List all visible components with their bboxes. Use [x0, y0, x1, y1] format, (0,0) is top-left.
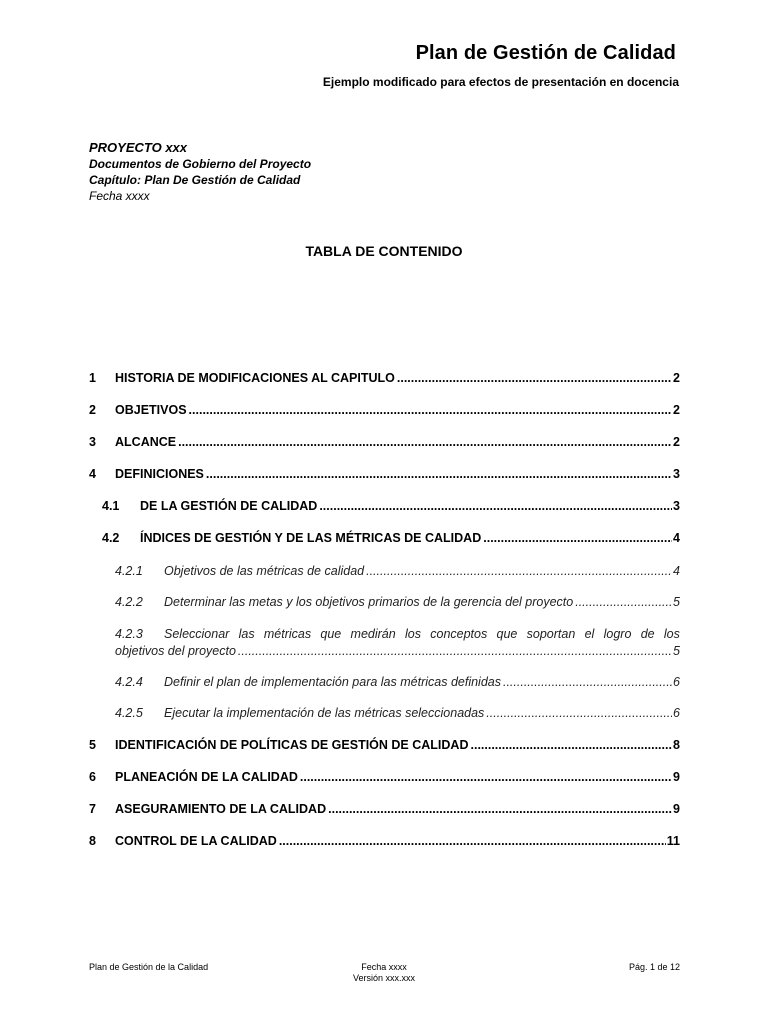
toc-entry-page: 2 [673, 403, 680, 417]
toc-entry-number: 4.2.2 [115, 595, 143, 609]
toc-entry-number: 4.2.1 [115, 564, 143, 578]
toc-dot-leader [503, 675, 672, 689]
toc-entry-number: 1 [89, 371, 96, 385]
document-subtitle: Ejemplo modificado para efectos de presentación en docencia [322, 75, 679, 89]
toc-entry-page: 2 [673, 371, 680, 385]
toc-entry-word: el [584, 627, 595, 641]
toc-entry-word: las [238, 627, 255, 641]
toc-entry-page: 3 [673, 499, 680, 513]
toc-entry-number: 4.1 [102, 499, 120, 513]
toc-entry-label: Objetivos de las métricas de calidad [164, 564, 365, 578]
toc-entry-page: 5 [673, 644, 680, 658]
toc-entry-number: 3 [89, 435, 96, 449]
toc-entry-word: los [663, 627, 680, 641]
toc-entry-page: 6 [673, 675, 680, 689]
toc-entry-page: 3 [673, 467, 680, 481]
toc-entry-label: OBJETIVOS [115, 403, 187, 417]
toc-entry-word: soportan [526, 627, 576, 641]
toc-entry-number: 4.2 [102, 531, 120, 545]
project-name: PROYECTO xxx [89, 140, 188, 155]
toc-dot-leader [238, 643, 672, 660]
toc-entry-4-2-1[interactable] [115, 564, 680, 578]
toc-entry-word: Seleccionar [164, 627, 230, 641]
footer-document-name: Plan de Gestión de la Calidad [89, 962, 209, 972]
toc-dot-leader [189, 403, 673, 417]
toc-entry-label: ÍNDICES DE GESTIÓN Y DE LAS MÉTRICAS DE CALIDAD [140, 531, 482, 545]
toc-entry-label: IDENTIFICACIÓN DE POLÍTICAS DE GESTIÓN DE CALIDAD [115, 738, 469, 752]
toc-entry-page: 4 [673, 531, 680, 545]
toc-entry-line-1 [115, 626, 680, 643]
toc-entry-number: 4.2.3 [115, 627, 143, 641]
toc-entry-label: ASEGURAMIENTO DE LA CALIDAD [115, 802, 327, 816]
toc-entry-4-1[interactable] [102, 499, 680, 513]
toc-entry-page: 9 [673, 802, 680, 816]
toc-entry-word: que [320, 627, 342, 641]
toc-entry-label: CONTROL DE LA CALIDAD [115, 834, 277, 848]
toc-entry-label: DEFINICIONES [115, 467, 204, 481]
toc-entry-page: 4 [673, 564, 680, 578]
toc-entry-label: DE LA GESTIÓN DE CALIDAD [140, 499, 318, 513]
toc-dot-leader [366, 564, 672, 578]
toc-dot-leader [178, 435, 672, 449]
toc-entry-word: los [404, 627, 421, 641]
footer-page-number: Pág. 1 de 12 [628, 962, 680, 972]
toc-entry-label: HISTORIA DE MODIFICACIONES AL CAPITULO [115, 371, 395, 385]
toc-dot-leader [279, 834, 666, 848]
toc-entry-word: métricas [263, 627, 312, 641]
toc-entry-word: de [640, 627, 655, 641]
toc-dot-leader [397, 371, 672, 385]
toc-entry-number: 6 [89, 770, 96, 784]
toc-entry-4-2-3[interactable] [115, 626, 680, 660]
toc-entry-number: 2 [89, 403, 96, 417]
toc-entry-line-2 [115, 643, 680, 660]
toc-entry-5[interactable] [89, 738, 680, 752]
toc-entry-4-2-5[interactable] [115, 706, 680, 720]
toc-entry-word: medirán [350, 627, 396, 641]
toc-entry-6[interactable] [89, 770, 680, 784]
toc-entry-4[interactable] [89, 467, 680, 481]
toc-entry-3[interactable] [89, 435, 680, 449]
toc-dot-leader [328, 802, 672, 816]
toc-entry-4-2-2[interactable] [115, 595, 680, 609]
toc-entry-number: 7 [89, 802, 96, 816]
toc-entry-7[interactable] [89, 802, 680, 816]
document-title: Plan de Gestión de Calidad [415, 42, 676, 64]
project-chapter: Capítulo: Plan De Gestión de Calidad [89, 173, 301, 187]
toc-entry-label: ALCANCE [115, 435, 177, 449]
toc-entry-label: Determinar las metas y los objetivos primarios de la gerencia del proyecto [164, 595, 574, 609]
toc-entry-word: conceptos [430, 627, 488, 641]
toc-dot-leader [206, 467, 672, 481]
toc-entry-label: Definir el plan de implementación para las métricas definidas [164, 675, 501, 689]
toc-entry-number: 8 [89, 834, 96, 848]
toc-entry-label: Ejecutar la implementación de las métricas seleccionadas [164, 706, 485, 720]
toc-entry-page: 5 [673, 595, 680, 609]
toc-entry-page: 2 [673, 435, 680, 449]
footer-date: Fecha xxxx [361, 962, 407, 972]
toc-entry-number: 4 [89, 467, 96, 481]
toc-dot-leader [575, 595, 672, 609]
toc-entry-word: que [496, 627, 518, 641]
toc-entry-4-2[interactable] [102, 531, 680, 545]
toc-dot-leader [319, 499, 672, 513]
toc-entry-label [164, 626, 680, 643]
toc-entry-page: 6 [673, 706, 680, 720]
toc-title: TABLA DE CONTENIDO [305, 243, 463, 259]
project-date: Fecha xxxx [89, 189, 150, 203]
toc-entry-1[interactable] [89, 371, 680, 385]
toc-entry-label: PLANEACIÓN DE LA CALIDAD [115, 770, 298, 784]
toc-dot-leader [471, 738, 673, 752]
toc-dot-leader [300, 770, 672, 784]
project-documents: Documentos de Gobierno del Proyecto [89, 157, 312, 171]
toc-entry-page: 9 [673, 770, 680, 784]
toc-entry-4-2-4[interactable] [115, 675, 680, 689]
toc-entry-number: 4.2.4 [115, 675, 143, 689]
toc-entry-number: 5 [89, 738, 96, 752]
toc-entry-page: 8 [673, 738, 680, 752]
toc-entry-number: 4.2.5 [115, 706, 143, 720]
toc-entry-8[interactable] [89, 834, 680, 848]
toc-entry-page: 11 [666, 834, 680, 848]
toc-entry-label-continuation: objetivos del proyecto [115, 644, 236, 658]
toc-entry-word: logro [603, 627, 632, 641]
project-info [89, 140, 311, 204]
toc-dot-leader [483, 531, 672, 545]
toc-dot-leader [486, 706, 672, 720]
footer-version: Versión xxx.xxx [352, 973, 416, 983]
toc-entry-2[interactable] [89, 403, 680, 417]
